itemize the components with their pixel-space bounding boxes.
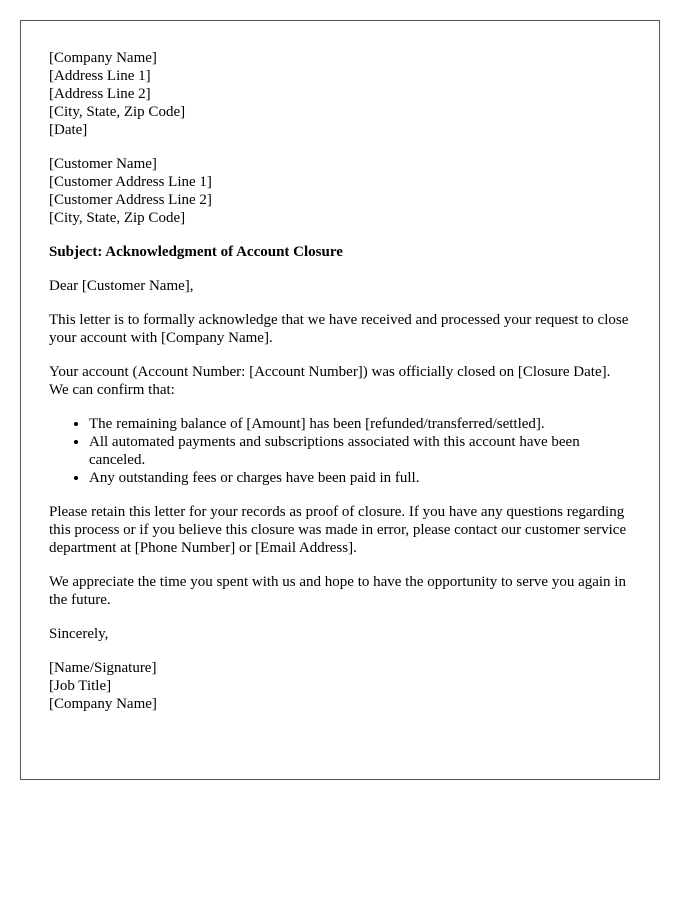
signature-company: [Company Name] <box>49 696 157 712</box>
sender-address-line-1: [Address Line 1] <box>49 68 151 84</box>
signature-job-title: [Job Title] <box>49 678 112 694</box>
sender-city-state-zip: [City, State, Zip Code] <box>49 104 186 120</box>
letter-page <box>20 20 660 780</box>
sender-company: [Company Name] <box>49 50 157 66</box>
sender-block <box>49 49 631 139</box>
paragraph-account-closed: Your account (Account Number: [Account Number]) was officially closed on [Closure Date]. We can confirm that: <box>49 364 611 398</box>
list-item: • Any outstanding fees or charges have been paid in full. <box>89 469 631 487</box>
list-item: • The remaining balance of [Amount] has been [refunded/transferred/settled]. <box>89 415 631 433</box>
closing: Sincerely, <box>49 626 109 642</box>
signature-name: [Name/Signature] <box>49 660 157 676</box>
paragraph-appreciation: We appreciate the time you spent with us and hope to have the opportunity to serve you again in the future. <box>49 574 626 608</box>
subject-line: Subject: Acknowledgment of Account Closure <box>49 244 343 260</box>
recipient-address-line-2: [Customer Address Line 2] <box>49 192 212 208</box>
sender-address-line-2: [Address Line 2] <box>49 86 151 102</box>
list-item: • All automated payments and subscriptions associated with this account have been canceled. <box>89 433 631 469</box>
letter-date: [Date] <box>49 122 88 138</box>
confirmation-list <box>49 415 631 487</box>
recipient-name: [Customer Name] <box>49 156 157 172</box>
recipient-block <box>49 155 631 227</box>
paragraph-retain-letter: Please retain this letter for your records as proof of closure. If you have any questions regarding this process or if you believe this closure was made in error, please contact our customer service department at [Phone Number] or [Email Address]. <box>49 504 627 556</box>
paragraph-acknowledgment: This letter is to formally acknowledge that we have received and processed your request to close your account with [Company Name]. <box>49 312 629 346</box>
recipient-address-line-1: [Customer Address Line 1] <box>49 174 212 190</box>
salutation: Dear [Customer Name], <box>49 278 194 294</box>
signature-block <box>49 659 631 713</box>
recipient-city-state-zip: [City, State, Zip Code] <box>49 210 186 226</box>
